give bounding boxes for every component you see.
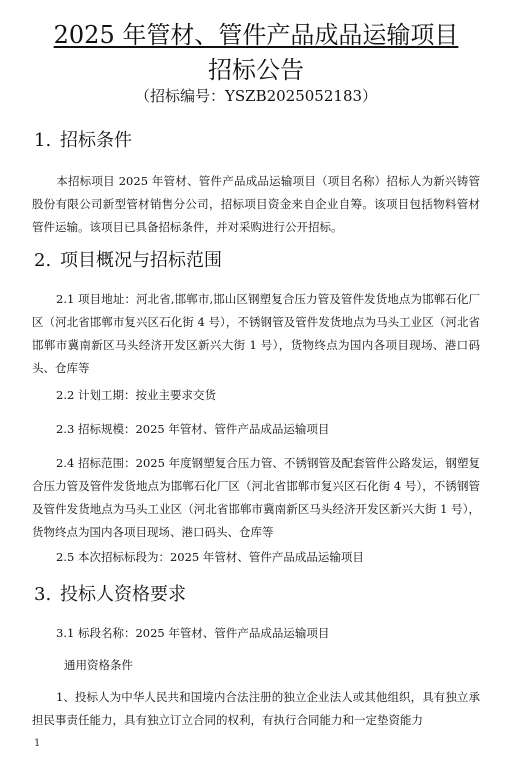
document-title: 2025 年管材、管件产品成品运输项目 [53, 21, 459, 49]
section-heading-2 [34, 248, 222, 274]
page-number: 1 [34, 738, 41, 749]
section-number: 1. [34, 130, 52, 151]
paragraph-text: 3.1 标段名称：2025 年管材、管件产品成品运输项目 [56, 626, 330, 640]
paragraph-text: 本招标项目 2025 年管材、管件产品成品运输项目（项目名称）招标人为新兴铸管股份有限公司新型管材销售分公司，招标项目资金来自企业自筹。该项目包括物料管材管件运输。该项目已具备招标条件，并对采购进行公开招标。 [32, 174, 480, 234]
paragraph-lot-name [32, 622, 480, 645]
paragraph-text: 2.4 招标范围：2025 年度钢塑复合压力管、不锈钢管及配套管件公路发运，钢塑复合压力管及管件发货地点为邯郸石化厂区（河北省邯郸市复兴区石化街 4 号），不锈钢管及管件发货地点为马头工业区（河北省邯郸市冀南新区马头经济开发区新兴大街 1 号），货物终点为国内各项目现场、港口码头、仓库等 [32, 456, 480, 539]
paragraph-general-qualification [64, 654, 480, 677]
paragraph-qualification-1 [32, 686, 480, 732]
paragraph-text: 通用资格条件 [64, 658, 133, 672]
section-heading-3 [34, 582, 186, 608]
paragraph-text: 2.1 项目地址：河北省,邯郸市,邯山区钢塑复合压力管及管件发货地点为邯郸石化厂区（河北省邯郸市复兴区石化街 4 号），不锈钢管及管件发货地点为马头工业区（河北省邯郸市冀南新区马头经济开发区新兴大街 1 号），货物终点为国内各项目现场、港口码头、仓库等 [32, 292, 480, 375]
paragraph-scope [32, 452, 480, 544]
section-number: 2. [34, 250, 52, 271]
paragraph-text: 1、投标人为中华人民共和国境内合法注册的独立企业法人或其他组织，具有独立承担民事责任能力，具有独立订立合同的权利，有执行合同能力和一定垫资能力 [32, 690, 480, 727]
section-title: 招标条件 [60, 130, 132, 151]
bid-number: （招标编号：YSZB2025052183） [134, 87, 378, 105]
paragraph-scale [32, 418, 480, 441]
paragraph-text: 2.2 计划工期：按业主要求交货 [56, 388, 216, 402]
paragraph-text: 2.3 招标规模：2025 年管材、管件产品成品运输项目 [56, 422, 330, 436]
paragraph-bid-conditions [32, 170, 480, 239]
section-title: 项目概况与招标范围 [60, 250, 222, 271]
paragraph-text: 2.5 本次招标标段为：2025 年管材、管件产品成品运输项目 [56, 550, 364, 564]
paragraph-lot [32, 546, 480, 569]
section-number: 3. [34, 584, 52, 605]
paragraph-schedule [32, 384, 480, 407]
section-title: 投标人资格要求 [60, 584, 186, 605]
document-subtitle: 招标公告 [208, 56, 304, 84]
section-heading-1 [34, 128, 132, 154]
paragraph-project-address [32, 288, 480, 380]
